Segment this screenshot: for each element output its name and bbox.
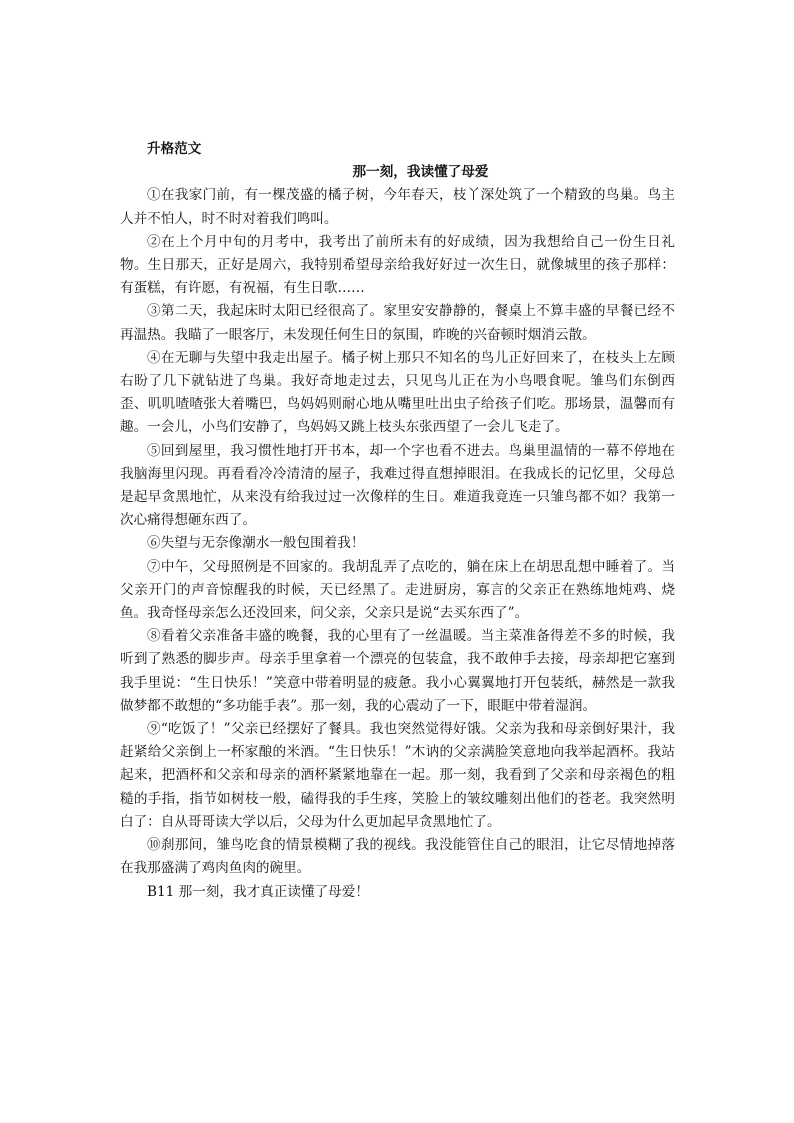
paragraph-6: ⑥失望与无奈像潮水一般包围着我！	[147, 535, 365, 552]
paragraph-9: ⑨“吃饭了！”父亲已经摆好了餐具。我也突然觉得好饿。父亲为我和母亲倒好果汁，我赶紧给父亲倒上一杯家酿的米酒。“生日快乐！”木讷的父亲满脸笑意地向我举起酒杯。我站起来，把酒杯和父亲和母亲的酒杯紧紧地靠在一起。那一刻，我看到了父亲和母亲褐色的粗糙的手指，指节如树枝一般，磕得我的手生疼，笑脸上的皱纹雕刻出他们的苍老。我突然明白了：自从哥哥读大学以后，父母为什么更加起早贪黑地忙了。	[120, 721, 675, 830]
essay-title: 那一刻，我读懂了母爱	[352, 164, 489, 181]
paragraph-5: ⑤回到屋里，我习惯性地打开书本，却一个字也看不进去。鸟巢里温情的一幕不停地在我脑海里闪现。再看看冷冷清清的屋子，我难过得直想掉眼泪。在我成长的记忆里，父母总是起早贪黑地忙，从来没有给我过过一次像样的生日。难道我竟连一只雏鸟都不如？我第一次心痛得想砸东西了。	[120, 442, 675, 529]
paragraph-3: ③第二天，我起床时太阳已经很高了。家里安安静静的，餐桌上不算丰盛的早餐已经不再温热。我瞄了一眼客厅，未发现任何生日的氛围，昨晚的兴奋顿时烟消云散。	[120, 303, 675, 343]
paragraph-4: ④在无聊与失望中我走出屋子。橘子树上那只不知名的鸟儿正好回来了，在枝头上左顾右盼了几下就钻进了鸟巢。我好奇地走过去，只见鸟儿正在为小鸟喂食呢。雏鸟们东倒西歪、叽叽喳喳张大着嘴巴，鸟妈妈则耐心地从嘴里吐出虫子给孩子们吃。那场景，温馨而有趣。一会儿，小鸟们安静了，鸟妈妈又跳上枝头东张西望了一会儿飞走了。	[120, 349, 675, 436]
paragraph-7: ⑦中午，父母照例是不回家的。我胡乱弄了点吃的，躺在床上在胡思乱想中睡着了。当父亲开门的声音惊醒我的时候，天已经黑了。走进厨房，寡言的父亲正在熟练地炖鸡、烧鱼。我奇怪母亲怎么还没回来，问父亲，父亲只是说“去买东西了”。	[120, 558, 675, 622]
paragraph-2: ②在上个月中旬的月考中，我考出了前所未有的好成绩，因为我想给自己一份生日礼物。生日那天，正好是周六，我特别希望母亲给我好好过一次生日，就像城里的孩子那样：有蛋糕，有许愿，有祝福，有生日歌……	[120, 233, 675, 297]
paragraph-8: ⑧看着父亲准备丰盛的晚餐，我的心里有了一丝温暖。当主菜准备得差不多的时候，我听到了熟悉的脚步声。母亲手里拿着一个漂亮的包装盒，我不敢伸手去接，母亲却把它塞到我手里说：“生日快乐！”笑意中带着明显的疲惫。我小心翼翼地打开包装纸，赫然是一款我做梦都不敢想的“多功能手表”。那一刻，我的心震动了一下，眼眶中带着湿润。	[120, 628, 675, 714]
paragraph-11: B11 那一刻，我才真正读懂了母爱！	[147, 883, 369, 900]
section-label: 升格范文	[147, 141, 202, 157]
paragraph-1: ①在我家门前，有一棵茂盛的橘子树，今年春天，枝丫深处筑了一个精致的鸟巢。鸟主人并不怕人，时不时对着我们鸣叫。	[120, 187, 675, 227]
document-page	[120, 138, 675, 904]
paragraph-10: ⑩刹那间，雏鸟吃食的情景模糊了我的视线。我没能管住自己的眼泪，让它尽情地掉落在我那盛满了鸡肉鱼肉的碗里。	[120, 837, 675, 877]
